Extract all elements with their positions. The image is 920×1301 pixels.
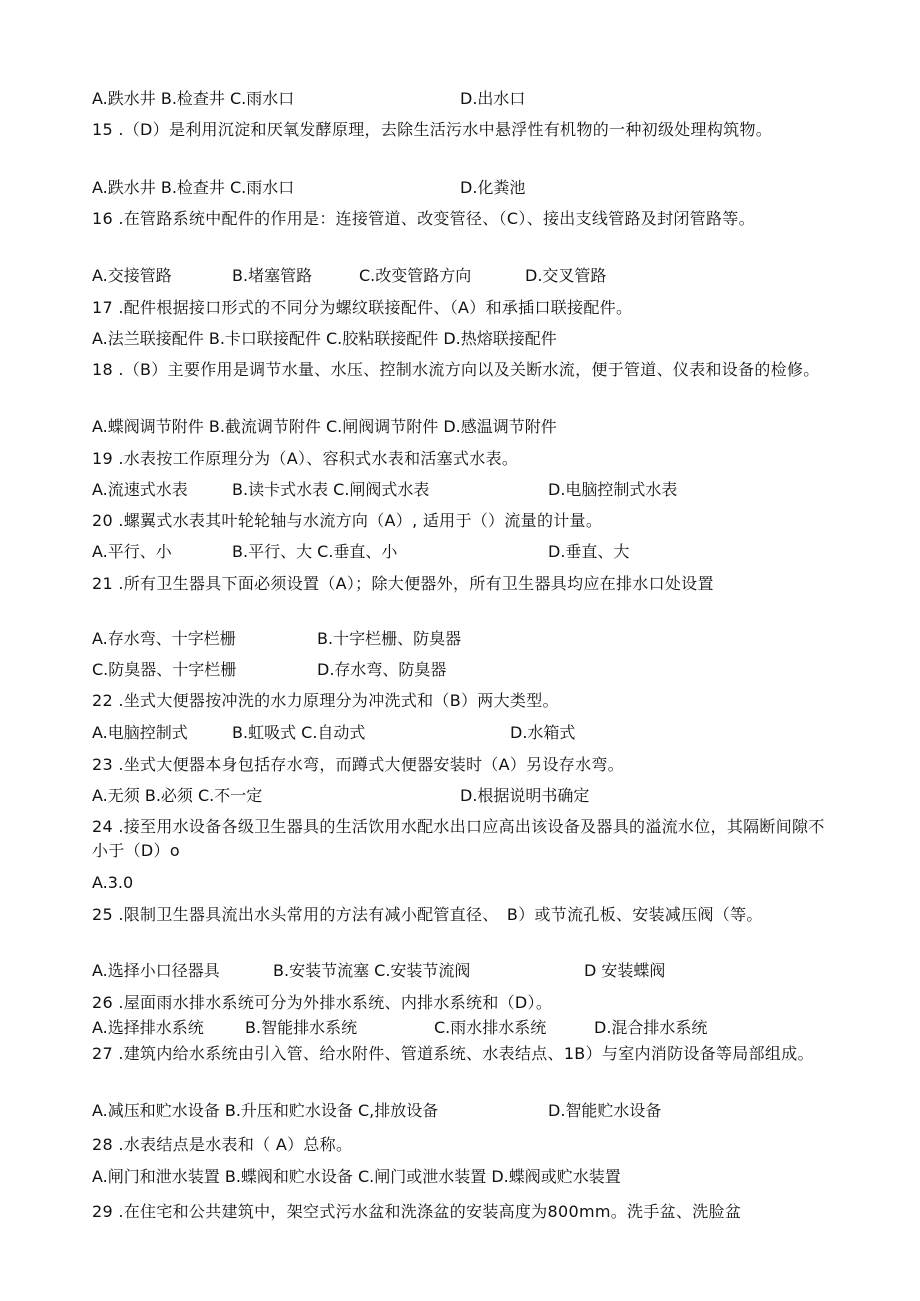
answer-options-line: [92, 1099, 832, 1123]
question-22: 22 .坐式大便器按冲洗的水力原理分为冲洗式和（B）两大类型。: [92, 691, 559, 710]
answer-options-line: [92, 478, 832, 502]
option-d: D.垂直、大: [548, 542, 630, 561]
option-c: C.雨水排水系统: [434, 1018, 547, 1037]
option-d: D.混合排水系统: [594, 1018, 708, 1037]
option-group: A.闸门和泄水装置 B.蝶阀和贮水设备 C.闸门或泄水装置 D.蝶阀或贮水装置: [92, 1167, 621, 1186]
answer-options-line: [92, 327, 832, 351]
option-a: A.交接管路: [92, 266, 172, 285]
option-a: A.电脑控制式: [92, 723, 188, 742]
answer-options-line: [92, 627, 832, 651]
option-c: C.改变管路方向: [359, 266, 472, 285]
option-d: D.电脑控制式水表: [548, 480, 678, 499]
question-27: 27 .建筑内给水系统由引入管、给水附件、管道系统、水表结点、1B）与室内消防设备等局部组成。: [92, 1044, 814, 1063]
answer-options-line: [92, 540, 832, 564]
question-25: 25 .限制卫生器具流出水头常用的方法有减小配管直径、 B）或节流孔板、安装减压阀（等。: [92, 905, 763, 924]
question-18: 18 .（B）主要作用是调节水量、水压、控制水流方向以及关断水流，便于管道、仪表和设备的检修。: [92, 360, 820, 379]
option-d: D 安装蝶阀: [584, 961, 666, 980]
option-a: A.选择小口径器具: [92, 961, 220, 980]
option-group: A.蝶阀调节附件 B.截流调节附件 C.闸阀调节附件 D.感温调节附件: [92, 417, 557, 436]
question-15: 15 .（D）是利用沉淀和厌氧发酵原理，去除生活污水中悬浮性有机物的一种初级处理构筑物。: [92, 120, 773, 139]
option-bc: B.平行、大 C.垂直、小: [232, 542, 398, 561]
option-b: B.十字栏栅、防臭器: [317, 629, 462, 648]
question-16: 16 .在管路系统中配件的作用是：连接管道、改变管径、（C）、接出支线管路及封闭管路等。: [92, 209, 755, 228]
option-bc: B.安装节流塞 C.安装节流阀: [273, 961, 471, 980]
option-bc: B.读卡式水表 C.闸阀式水表: [232, 480, 430, 499]
option-bc: B.虹吸式 C.自动式: [232, 723, 366, 742]
answer-options-line: [92, 871, 832, 895]
question-23: 23 .坐式大便器本身包括存水弯，而蹲式大便器安装时（A）另设存水弯。: [92, 755, 624, 774]
answer-options-line: [92, 415, 832, 439]
option-a: A.流速式水表: [92, 480, 188, 499]
question-28: 28 .水表结点是水表和（ A）总称。: [92, 1135, 353, 1154]
option-d: D.交叉管路: [525, 266, 607, 285]
answer-options-line: [92, 264, 832, 288]
answer-options-line: [92, 87, 832, 111]
option-c: C.防臭器、十字栏栅: [92, 660, 237, 679]
option-d: D.智能贮水设备: [548, 1101, 662, 1120]
question-29: 29 .在住宅和公共建筑中，架空式污水盆和洗涤盆的安装高度为800mm。洗手盆、洗脸盆: [92, 1202, 742, 1221]
option-a: A.平行、小: [92, 542, 172, 561]
option-b: B.堵塞管路: [232, 266, 313, 285]
option-group: A.法兰联接配件 B.卡口联接配件 C.胶粘联接配件 D.热熔联接配件: [92, 329, 557, 348]
answer-options-line: [92, 784, 832, 808]
question-19: 19 .水表按工作原理分为（A）、容积式水表和活塞式水表。: [92, 449, 519, 468]
question-17: 17 .配件根据接口形式的不同分为螺纹联接配件、（A）和承插口联接配件。: [92, 298, 633, 317]
option-d: D.存水弯、防臭器: [317, 660, 447, 679]
answer-options-line: [92, 176, 832, 200]
option-d: D.水箱式: [510, 723, 576, 742]
answer-options-line: [92, 1016, 832, 1040]
answer-options-line: [92, 959, 832, 983]
option-abc: A.减压和贮水设备 B.升压和贮水设备 C,排放设备: [92, 1101, 439, 1120]
question-21: 21 .所有卫生器具下面必须设置（A）；除大便器外，所有卫生器具均应在排水口处设置: [92, 574, 714, 593]
question-20: 20 .螺翼式水表其叶轮轮轴与水流方向（A）, 适用于（）流量的计量。: [92, 511, 603, 530]
question-24: 24 .接至用水设备各级卫生器具的生活饮用水配水出口应高出该设备及器具的溢流水位，其隔断间隙不小于（D）o: [92, 817, 825, 860]
option-abc: A.无须 B.必须 C.不一定: [92, 786, 263, 805]
option-d: D.化粪池: [460, 178, 526, 197]
question-26: 26 .屋面雨水排水系统可分为外排水系统、内排水系统和（D）。: [92, 993, 553, 1012]
option-group: A.跌水井 B.检查井 C.雨水口: [92, 89, 295, 108]
option-a: A.选择排水系统: [92, 1018, 204, 1037]
option-b: B.智能排水系统: [245, 1018, 358, 1037]
option-group: A.跌水井 B.检查井 C.雨水口: [92, 178, 295, 197]
option-d: D.根据说明书确定: [460, 786, 590, 805]
option-a: A.存水弯、十字栏栅: [92, 629, 236, 648]
answer-options-line: [92, 1165, 832, 1189]
answer-options-line: [92, 721, 832, 745]
answer-options-line: [92, 658, 832, 682]
option-a: A.3.0: [92, 873, 134, 892]
option-d: D.出水口: [460, 89, 526, 108]
